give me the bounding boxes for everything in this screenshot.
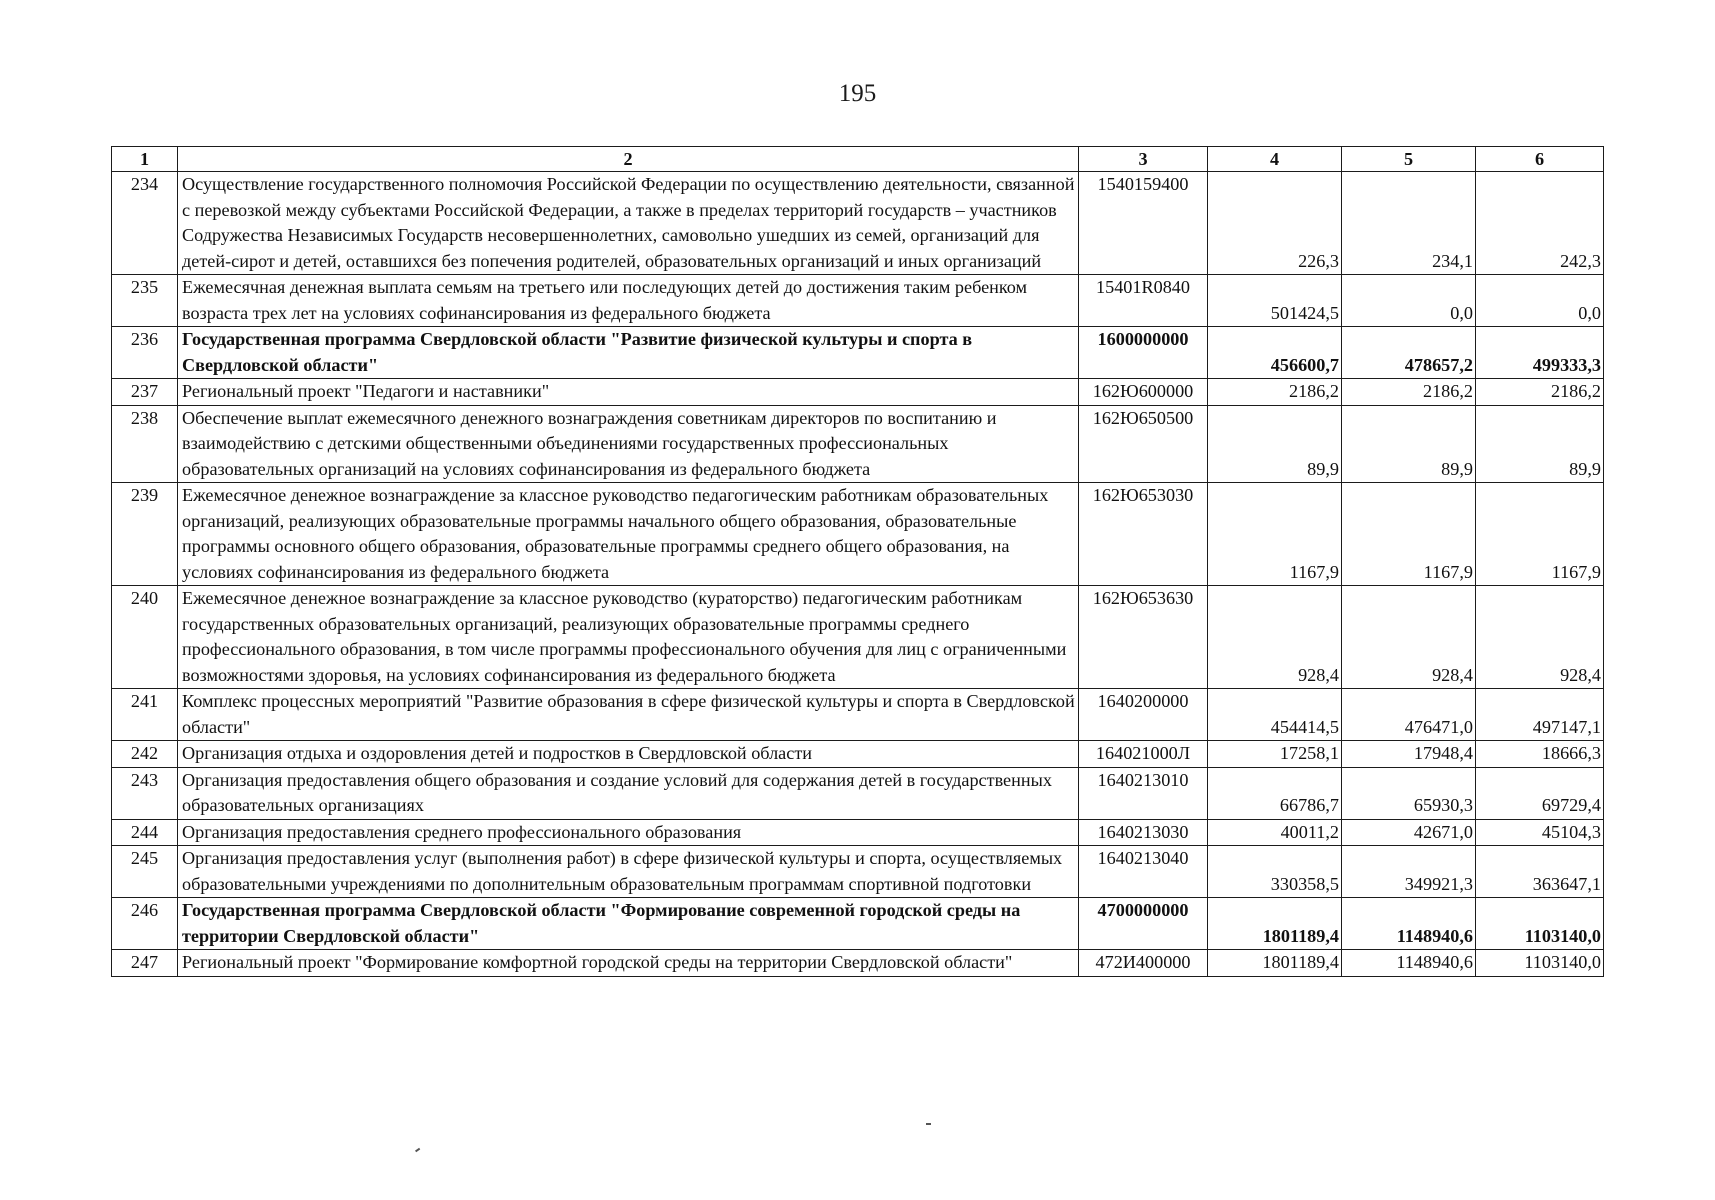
row-number: 236 [112, 327, 178, 379]
scan-speck [926, 1123, 931, 1125]
row-value-col4: 40011,2 [1208, 819, 1342, 846]
row-code: 1640200000 [1079, 689, 1208, 741]
header-col-4: 4 [1208, 147, 1342, 172]
row-value-col6: 363647,1 [1476, 846, 1604, 898]
row-number: 234 [112, 172, 178, 275]
row-code: 4700000000 [1079, 898, 1208, 950]
table-row [112, 327, 1604, 379]
table-row [112, 405, 1604, 483]
page-number: 195 [838, 80, 877, 107]
row-value-col6: 45104,3 [1476, 819, 1604, 846]
row-value-col5: 1167,9 [1342, 483, 1476, 586]
row-number: 246 [112, 898, 178, 950]
row-code: 1640213030 [1079, 819, 1208, 846]
row-description: Ежемесячная денежная выплата семьям на третьего или последующих детей до достижения таким ребенком возраста трех лет на условиях софинансирования из федерального бюджета [178, 275, 1079, 327]
row-number: 242 [112, 741, 178, 768]
table-row [112, 275, 1604, 327]
row-value-col4: 456600,7 [1208, 327, 1342, 379]
row-number: 247 [112, 950, 178, 977]
row-value-col4: 330358,5 [1208, 846, 1342, 898]
table-row [112, 586, 1604, 689]
row-value-col4: 89,9 [1208, 405, 1342, 483]
row-value-col5: 0,0 [1342, 275, 1476, 327]
row-value-col6: 499333,3 [1476, 327, 1604, 379]
row-value-col4: 1801189,4 [1208, 898, 1342, 950]
table-row [112, 379, 1604, 406]
row-number: 245 [112, 846, 178, 898]
row-description: Государственная программа Свердловской области "Формирование современной городской среды на территории Свердловской области" [178, 898, 1079, 950]
table-row [112, 689, 1604, 741]
row-description: Осуществление государственного полномочия Российской Федерации по осуществлению деятельности, связанной с перевозкой между субъектами Российской Федерации, а также в пределах территорий государств – участников Содружества Независимых Государств несовершеннолетних, самовольно ушедших из семей, организаций для детей-сирот и детей, оставшихся без попечения родителей, образовательных организаций и иных организаций [178, 172, 1079, 275]
row-code: 15401R0840 [1079, 275, 1208, 327]
row-description: Ежемесячное денежное вознаграждение за классное руководство (кураторство) педагогическим работникам государственных образовательных организаций, реализующих образовательные программы среднего профессионального образования, в том числе программы профессионального обучения для лиц с ограниченными возможностями здоровья, на условиях софинансирования из федерального бюджета [178, 586, 1079, 689]
row-value-col5: 928,4 [1342, 586, 1476, 689]
row-description: Ежемесячное денежное вознаграждение за классное руководство педагогическим работникам образовательных организаций, реализующих образовательные программы начального общего образования, образовательные программы основного общего образования, образовательные программы среднего общего образования, на условиях софинансирования из федерального бюджета [178, 483, 1079, 586]
row-value-col6: 1167,9 [1476, 483, 1604, 586]
row-code: 1640213040 [1079, 846, 1208, 898]
row-value-col6: 18666,3 [1476, 741, 1604, 768]
row-value-col6: 2186,2 [1476, 379, 1604, 406]
table-header [112, 147, 1604, 172]
row-value-col4: 1167,9 [1208, 483, 1342, 586]
row-value-col6: 497147,1 [1476, 689, 1604, 741]
row-code: 1600000000 [1079, 327, 1208, 379]
row-description: Государственная программа Свердловской области "Развитие физической культуры и спорта в Свердловской области" [178, 327, 1079, 379]
row-code: 162Ю600000 [1079, 379, 1208, 406]
row-value-col5: 349921,3 [1342, 846, 1476, 898]
table-row [112, 846, 1604, 898]
row-value-col4: 928,4 [1208, 586, 1342, 689]
row-description: Обеспечение выплат ежемесячного денежного вознаграждения советникам директоров по воспитанию и взаимодействию с детскими общественными объединениями государственных профессиональных образовательных организаций на условиях софинансирования из федерального бюджета [178, 405, 1079, 483]
header-col-3: 3 [1079, 147, 1208, 172]
row-number: 238 [112, 405, 178, 483]
row-number: 240 [112, 586, 178, 689]
row-value-col5: 42671,0 [1342, 819, 1476, 846]
budget-table [111, 146, 1604, 977]
row-number: 243 [112, 767, 178, 819]
table-row [112, 172, 1604, 275]
row-value-col6: 0,0 [1476, 275, 1604, 327]
row-number: 235 [112, 275, 178, 327]
row-value-col4: 2186,2 [1208, 379, 1342, 406]
row-value-col6: 69729,4 [1476, 767, 1604, 819]
scan-speck [415, 1148, 420, 1152]
row-code: 1540159400 [1079, 172, 1208, 275]
row-value-col5: 65930,3 [1342, 767, 1476, 819]
row-value-col4: 501424,5 [1208, 275, 1342, 327]
row-value-col6: 1103140,0 [1476, 950, 1604, 977]
table-row [112, 483, 1604, 586]
row-code: 472И400000 [1079, 950, 1208, 977]
row-value-col4: 66786,7 [1208, 767, 1342, 819]
row-number: 244 [112, 819, 178, 846]
row-value-col5: 1148940,6 [1342, 898, 1476, 950]
header-col-2: 2 [178, 147, 1079, 172]
row-value-col4: 17258,1 [1208, 741, 1342, 768]
row-value-col4: 1801189,4 [1208, 950, 1342, 977]
row-value-col5: 1148940,6 [1342, 950, 1476, 977]
header-col-1: 1 [112, 147, 178, 172]
header-row [112, 147, 1604, 172]
row-value-col6: 89,9 [1476, 405, 1604, 483]
row-value-col5: 478657,2 [1342, 327, 1476, 379]
row-description: Организация отдыха и оздоровления детей и подростков в Свердловской области [178, 741, 1079, 768]
row-number: 239 [112, 483, 178, 586]
row-code: 1640213010 [1079, 767, 1208, 819]
header-col-5: 5 [1342, 147, 1476, 172]
table-row [112, 741, 1604, 768]
row-description: Организация предоставления услуг (выполнения работ) в сфере физической культуры и спорта, осуществляемых образовательными учреждениями по дополнительным образовательным программам спортивной подготовки [178, 846, 1079, 898]
table-row [112, 950, 1604, 977]
row-description: Организация предоставления среднего профессионального образования [178, 819, 1079, 846]
row-description: Региональный проект "Педагоги и наставники" [178, 379, 1079, 406]
row-code: 162Ю653030 [1079, 483, 1208, 586]
row-value-col5: 89,9 [1342, 405, 1476, 483]
row-value-col5: 476471,0 [1342, 689, 1476, 741]
table-body [112, 172, 1604, 977]
table-row [112, 898, 1604, 950]
row-number: 237 [112, 379, 178, 406]
row-code: 162Ю653630 [1079, 586, 1208, 689]
row-value-col4: 226,3 [1208, 172, 1342, 275]
row-value-col6: 928,4 [1476, 586, 1604, 689]
row-description: Организация предоставления общего образования и создание условий для содержания детей в государственных образовательных организациях [178, 767, 1079, 819]
row-code: 162Ю650500 [1079, 405, 1208, 483]
row-value-col5: 2186,2 [1342, 379, 1476, 406]
table-row [112, 819, 1604, 846]
row-value-col5: 17948,4 [1342, 741, 1476, 768]
row-value-col6: 1103140,0 [1476, 898, 1604, 950]
row-description: Региональный проект "Формирование комфортной городской среды на территории Свердловской области" [178, 950, 1079, 977]
table-row [112, 767, 1604, 819]
row-code: 164021000Л [1079, 741, 1208, 768]
row-value-col5: 234,1 [1342, 172, 1476, 275]
row-number: 241 [112, 689, 178, 741]
row-value-col6: 242,3 [1476, 172, 1604, 275]
header-col-6: 6 [1476, 147, 1604, 172]
row-description: Комплекс процессных мероприятий "Развитие образования в сфере физической культуры и спорта в Свердловской области" [178, 689, 1079, 741]
row-value-col4: 454414,5 [1208, 689, 1342, 741]
